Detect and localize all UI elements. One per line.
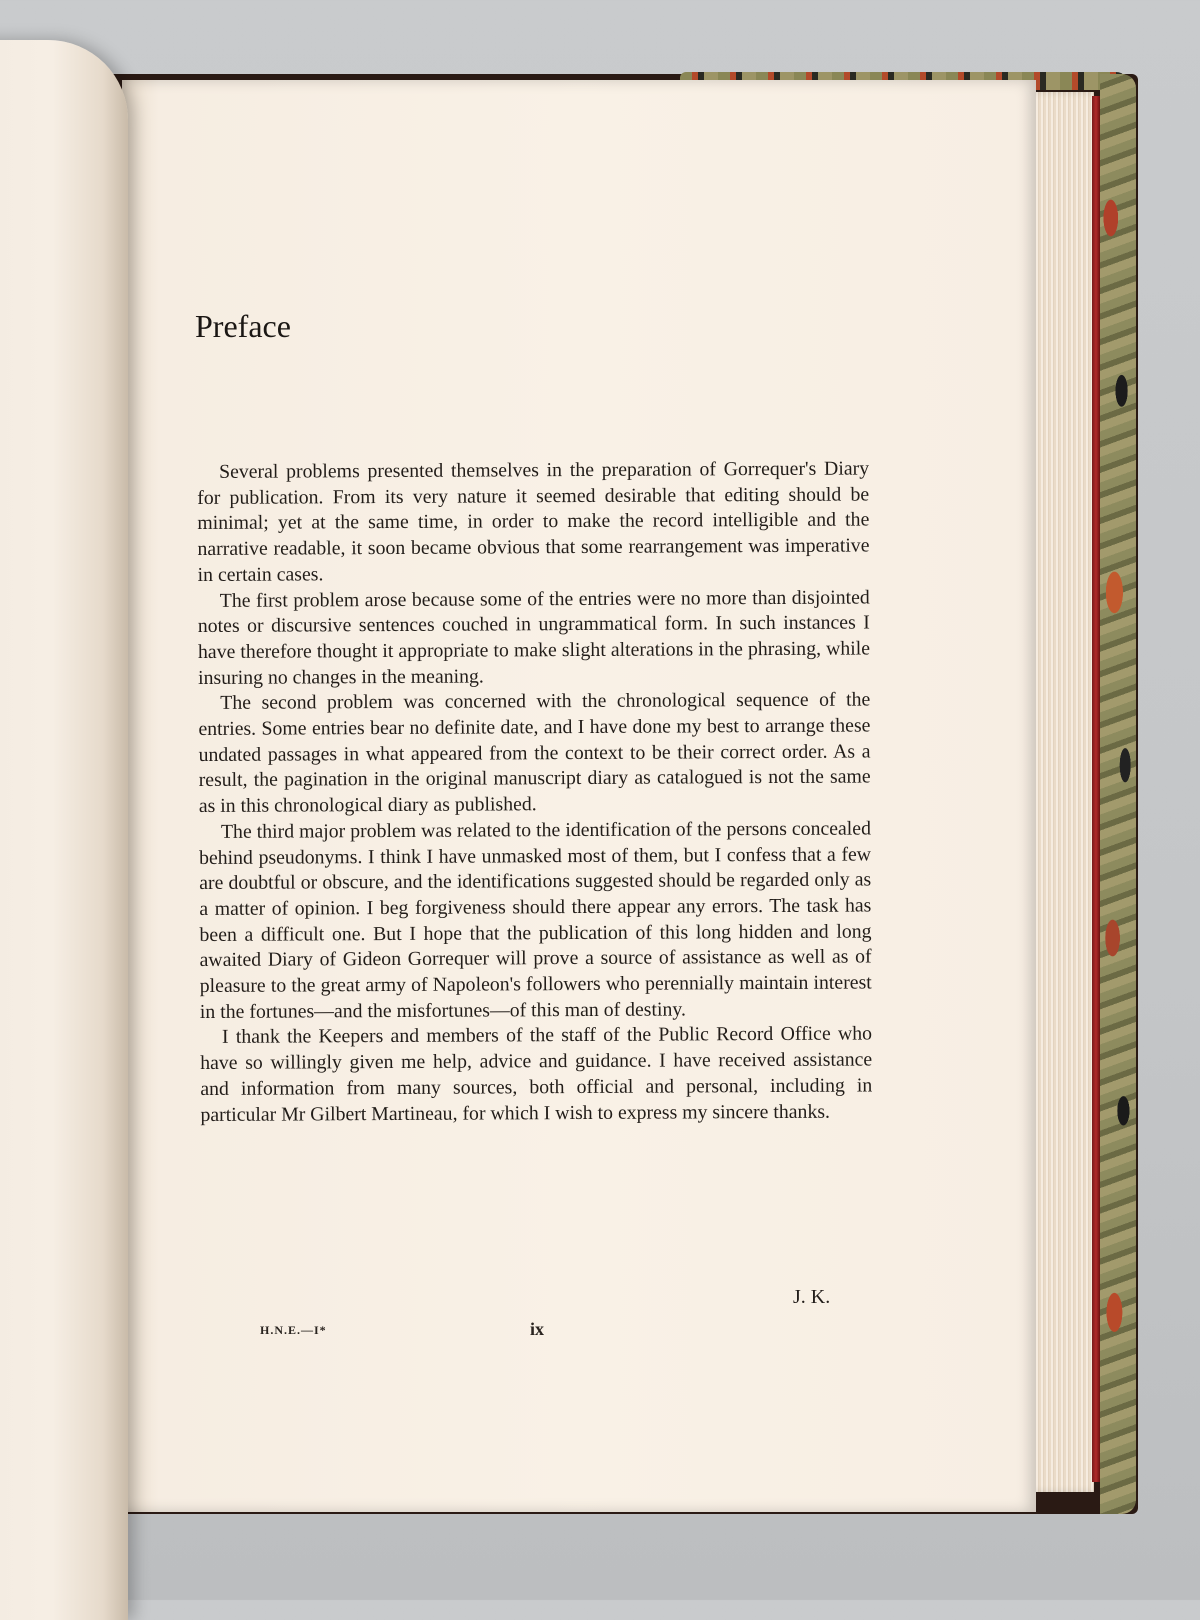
signature-mark: H.N.E.—I*	[260, 1323, 327, 1337]
paragraph: I thank the Keepers and members of the staff of the Public Record Office who have so willingly given me help, advice and guidance. I have received assistance and information from many sources, both official and personal, including in particular Mr Gilbert Martineau, for which I wish to express my sincere thanks.	[200, 1022, 873, 1126]
paragraph: Several problems presented themselves in the preparation of Gorrequer's Diary for publication. From its very nature it seemed desirable that editing should be minimal; yet at the same time, in order to make the record intelligible and the narrative readable, it soon became obvious that some rearrangement was imperative in certain cases.	[197, 457, 870, 586]
page-number: ix	[530, 1319, 545, 1339]
page-heading: Preface	[195, 308, 291, 344]
paragraph: The third major problem was related to the identification of the persons concealed behind pseudonyms. I think I have unmasked most of them, but I confess that a few are doubtful or obscure, and the identifications suggested should be regarded only as a matter of opinion. I beg forgiveness should there appear any errors. The task has been a difficult one. But I hope that the publication of this long hidden and long awaited Diary of Gideon Gorrequer will prove a source of assistance as well as of pleasure to the great army of Napoleon's followers who perennially maintain interest in the fortunes—and the misfortunes—of this man of destiny.	[199, 817, 872, 1023]
author-initials: J. K.	[793, 1286, 831, 1308]
paragraph: The second problem was concerned with the chronological sequence of the entries. Some entries bear no definite date, and I have done my best to arrange these undated passages in what appeared from the context to be their correct order. As a result, the pagination in the original manuscript diary as catalogued is not the same as in this chronological diary as published.	[198, 688, 871, 818]
paragraph: The first problem arose because some of the entries were no more than disjointed notes or discursive sentences couched in ungrammatical form. In such instances I have therefore thought it appropriate to make slight alterations in the phrasing, while insuring no changes in the meaning.	[197, 585, 871, 689]
marbled-cover	[1100, 74, 1136, 1514]
preface-body	[197, 456, 872, 1128]
facing-page	[0, 40, 128, 1620]
red-page-edge	[1092, 96, 1100, 1482]
